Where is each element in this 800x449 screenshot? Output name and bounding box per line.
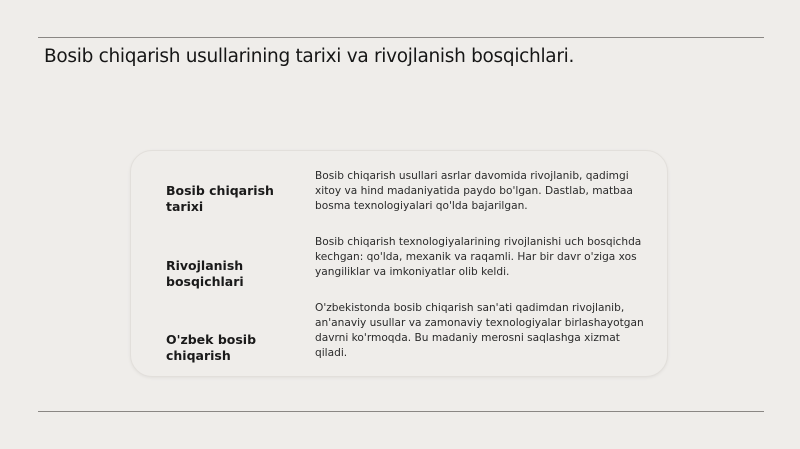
slide-title: Bosib chiqarish usullarining tarixi va rivojlanish bosqichlari. bbox=[44, 46, 575, 67]
row-heading-uzbek: O'zbek bosib chiqarish bbox=[166, 332, 257, 363]
bottom-divider bbox=[38, 411, 764, 412]
row-text-uzbek: O'zbekistonda bosib chiqarish san'ati qadimdan rivojlanib, an'anaviy usullar va zamonaviy texnologiyalar birlashayotgan davrni ko'rmoqda. Bu madaniy merosni saqlashga xizmat qiladi. bbox=[315, 302, 644, 359]
top-divider bbox=[38, 37, 764, 38]
row-text-stages: Bosib chiqarish texnologiyalarining rivojlanishi uch bosqichda kechgan: qo'lda, mexanik va raqamli. Har bir davr o'ziga xos yangiliklar va imkoniyatlar olib keldi. bbox=[315, 236, 642, 278]
row-heading-stages: Rivojlanish bosqichlari bbox=[166, 258, 244, 289]
row-heading-history: Bosib chiqarish tarixi bbox=[166, 183, 274, 214]
row-text-history: Bosib chiqarish usullari asrlar davomida rivojlanib, qadimgi xitoy va hind madaniyatida paydo bo'lgan. Dastlab, matbaa bosma texnologiyalari qo'lda bajarilgan. bbox=[315, 170, 633, 212]
